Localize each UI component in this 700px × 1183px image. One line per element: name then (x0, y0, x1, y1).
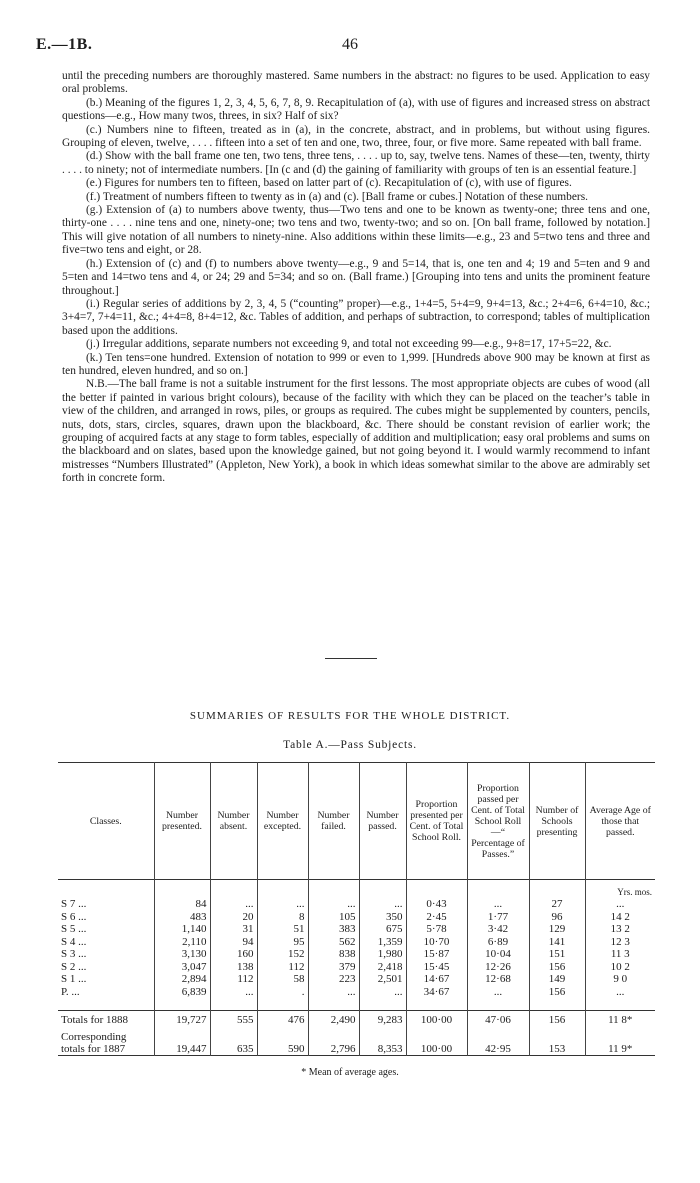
table-cell: 94 (210, 936, 257, 949)
table-cell: 149 (529, 973, 585, 986)
table-cell: 0·43 (406, 898, 467, 911)
units-row (58, 880, 655, 899)
table-cell: 476 (257, 1011, 308, 1030)
table-cell: 112 (210, 973, 257, 986)
row-label: S 5 ... (61, 923, 87, 935)
table-cell: 562 (308, 936, 359, 949)
paragraph: (d.) Show with the ball frame one ten, two tens, three tens, . . . . up to, say, twelve tens. Names of these—ten, twenty, thirty . . . . to ninety; not of intermediate numbers. [In (c and (d) the gaining of familiarity with groups of ten is an essential feature.] (62, 150, 650, 176)
table-cell: 5·78 (406, 923, 467, 936)
row-label: S 2 ... (61, 960, 87, 973)
section-divider (325, 658, 377, 659)
column-header: Classes. (89, 815, 122, 827)
spacer-row (58, 998, 655, 1011)
row-label: Corresponding totals for 1887 (61, 1031, 127, 1055)
table-cell: 675 (359, 923, 406, 936)
paragraph: (h.) Extension of (c) and (f) to numbers above twenty—e.g., 9 and 5=14, that is, one ten and 4; 19 and 5=ten and 9 and 5=ten and 14=two tens and 4, or 24; 29 and 5=34; and so on. (Ball frame.) [Grouping into tens and units the prominent feature throughout.] (62, 257, 650, 297)
table-cell: 2·45 (406, 911, 467, 924)
table-header-row (58, 763, 655, 880)
row-label: S 4 ... (61, 935, 87, 948)
table-cell: 2,501 (359, 973, 406, 986)
table-cell: 6·89 (467, 936, 529, 949)
table-cell: 3,047 (154, 961, 210, 974)
table-cell: 51 (257, 923, 308, 936)
table-cell: 10 2 (585, 961, 655, 974)
body-text (62, 70, 650, 486)
age-units: Yrs. mos. (585, 880, 655, 899)
table-cell: 153 (529, 1029, 585, 1056)
row-label: S 3 ... (61, 948, 87, 960)
column-header: Number presented. (154, 763, 210, 880)
table-cell: 10·70 (406, 936, 467, 949)
column-header: Number of Schools presenting (529, 763, 585, 880)
table-row (58, 923, 655, 936)
table-row (58, 986, 655, 999)
table-cell: 151 (529, 948, 585, 961)
section-title: SUMMARIES OF RESULTS FOR THE WHOLE DISTRICT. (189, 710, 511, 722)
table-cell: ... (585, 898, 655, 911)
table-cell: 1·77 (467, 911, 529, 924)
table-cell: 1,140 (154, 923, 210, 936)
paragraph: until the preceding numbers are thoroughly mastered. Same numbers in the abstract: no figures to be used. Application to easy oral problems. (62, 70, 650, 96)
table-cell: 27 (529, 898, 585, 911)
table-row (58, 911, 655, 924)
table-cell: 2,418 (359, 961, 406, 974)
column-header: Number failed. (308, 763, 359, 880)
table-cell: 20 (210, 911, 257, 924)
table-cell: 2,110 (154, 936, 210, 949)
table-row (58, 973, 655, 986)
results-table (58, 762, 655, 1056)
column-header: Number passed. (359, 763, 406, 880)
table-row (58, 936, 655, 949)
paragraph: (k.) Ten tens=one hundred. Extension of notation to 999 or even to 1,999. [Hundreds above 900 may be known at first as ten hundred, eleven hundred, and so on.] (62, 351, 650, 377)
page-number: 46 (342, 36, 358, 53)
row-label: S 6 ... (61, 910, 87, 923)
table-cell: 160 (210, 948, 257, 961)
row-label: S 7 ... (61, 898, 87, 910)
table-cell: 112 (257, 961, 308, 974)
table-cell: 100·00 (406, 1029, 467, 1056)
table-cell: 152 (257, 948, 308, 961)
table-row (58, 948, 655, 961)
paragraph: (j.) Irregular additions, separate numbers not exceeding 9, and total not exceeding 99—e.g., 9+8=17, 17+5=22, &c. (86, 338, 612, 351)
page-header (36, 36, 664, 58)
table-cell: 11 3 (585, 948, 655, 961)
table-cell: 383 (308, 923, 359, 936)
table-cell: 379 (308, 961, 359, 974)
table-cell: 8,353 (359, 1029, 406, 1056)
document-code: E.—1B. (36, 36, 93, 53)
table-cell: 105 (308, 911, 359, 924)
paragraph: (e.) Figures for numbers ten to fifteen, based on latter part of (c). Recapitulation of (c), with use of figures. (86, 177, 572, 190)
column-header: Average Age of those that passed. (585, 763, 655, 880)
nb-paragraph: N.B.—The ball frame is not a suitable instrument for the first lessons. The most appropriate objects are cubes of wood (all the better if painted in various bright colours), because of the facility with which they can be placed on the teacher’s table in view of the children, and arranged in rows, piles, or groups as required. The cubes might be supplemented by counters, pencils, nuts, dots, stars, circles, squares, drawn upon the blackboard, &c. There should be constant revision of earlier work; the grouping of acquired facts at any stage to form tables, especially of addition and multiplication; easy oral problems and sums on the blackboard and on slates, based upon the knowledge gained, but not going beyond it. I would warmly recommend to infant mistresses “Numbers Illustrated” (Appleton, New York), a book in which ideas somewhat similar to the above are admirably set forth in concrete form. (62, 378, 650, 485)
table-cell: 156 (529, 961, 585, 974)
column-header: Number absent. (210, 763, 257, 880)
table-cell: ... (585, 986, 655, 999)
table-cell: 47·06 (467, 1011, 529, 1030)
table-cell: 590 (257, 1029, 308, 1056)
table-cell: 223 (308, 973, 359, 986)
table-cell: ... (210, 986, 257, 999)
table-cell: 838 (308, 948, 359, 961)
totals-row (58, 1029, 655, 1056)
table-cell: 15·45 (406, 961, 467, 974)
table-cell: 14·67 (406, 973, 467, 986)
table-cell: 483 (154, 911, 210, 924)
table-cell: 9,283 (359, 1011, 406, 1030)
table-cell: 350 (359, 911, 406, 924)
table-cell: 10·04 (467, 948, 529, 961)
row-label: S 1 ... (61, 973, 87, 985)
table-cell: 12 3 (585, 936, 655, 949)
column-header: Proportion passed per Cent. of Total School Roll —“ Percentage of Passes.” (467, 763, 529, 880)
table-cell: 8 (257, 911, 308, 924)
table-cell: 129 (529, 923, 585, 936)
table-cell: 42·95 (467, 1029, 529, 1056)
table-cell: 156 (529, 986, 585, 999)
paragraph: (i.) Regular series of additions by 2, 3, 4, 5 (“counting” proper)—e.g., 1+4=5, 5+4=9, 9+4=13, &c.; 2+4=6, 6+4=10, &c.; 3+4=7, 7+4=11, &c.; 4+4=8, 8+4=12, &c. Tables of addition, and perhaps of subtraction, to correspond; tables of multiplication based upon the additions. (62, 297, 650, 337)
table-cell: 555 (210, 1011, 257, 1030)
table-cell: ... (308, 898, 359, 911)
table-cell: 9 0 (585, 973, 655, 986)
table-cell: 141 (529, 936, 585, 949)
table-cell: 11 8* (585, 1011, 655, 1030)
table-cell: ... (359, 986, 406, 999)
table-row (58, 961, 655, 974)
table-cell: ... (359, 898, 406, 911)
table-cell: ... (257, 898, 308, 911)
table-cell: 12·68 (467, 973, 529, 986)
table-cell: 95 (257, 936, 308, 949)
table-cell: 12·26 (467, 961, 529, 974)
paragraph: (b.) Meaning of the figures 1, 2, 3, 4, 5, 6, 7, 8, 9. Recapitulation of (a), with use of figures and increased stress on abstract questions—e.g., How many twos, threes, in six? Half of six? (62, 96, 650, 123)
table-cell: 15·87 (406, 948, 467, 961)
table-cell: ... (467, 986, 529, 999)
footnote: * Mean of average ages. (301, 1067, 399, 1078)
table-cell: 96 (529, 911, 585, 924)
table-row (58, 898, 655, 911)
table-cell: 34·67 (406, 986, 467, 999)
table-cell: 1,980 (359, 948, 406, 961)
table-cell: ... (467, 898, 529, 911)
table-cell: 2,796 (308, 1029, 359, 1056)
table-cell: 19,727 (154, 1011, 210, 1030)
table-cell: 11 9* (585, 1029, 655, 1056)
paragraph: (c.) Numbers nine to fifteen, treated as in (a), in the concrete, abstract, and in problems, but without using figures. Grouping of eleven, twelve, . . . . fifteen into a set of ten and one, two, three, four, or five more. Same repeated with ball frame. (62, 123, 650, 150)
table-cell: 31 (210, 923, 257, 936)
table-cell: 100·00 (406, 1011, 467, 1030)
table-cell: 84 (154, 898, 210, 911)
table-cell: 3·42 (467, 923, 529, 936)
table-cell: 635 (210, 1029, 257, 1056)
table-caption: Table A.—Pass Subjects. (283, 739, 417, 751)
table-cell: 2,894 (154, 973, 210, 986)
paragraph: (f.) Treatment of numbers fifteen to twenty as in (a) and (c). [Ball frame or cubes.] Notation of these numbers. (86, 190, 588, 203)
table-cell: 19,447 (154, 1029, 210, 1056)
column-header: Number excepted. (257, 763, 308, 880)
row-label: Totals for 1888 (58, 1011, 154, 1030)
table-cell: 1,359 (359, 936, 406, 949)
totals-row (58, 1011, 655, 1030)
table-cell: 3,130 (154, 948, 210, 961)
row-label: P. ... (61, 985, 80, 998)
table-cell: 58 (257, 973, 308, 986)
table-cell: 138 (210, 961, 257, 974)
table-cell: 13 2 (585, 923, 655, 936)
table-cell: 2,490 (308, 1011, 359, 1030)
table-cell: . (257, 986, 308, 999)
table-cell: 156 (529, 1011, 585, 1030)
table-cell: 14 2 (585, 911, 655, 924)
table-cell: 6,839 (154, 986, 210, 999)
paragraph: (g.) Extension of (a) to numbers above twenty, thus—Two tens and one to be known as twenty-one; three tens and one, thirty-one . . . . nine tens and one, ninety-one; two tens and two, twenty-two; and so on. [On ball frame, followed by notation.] This will give notation of all numbers to ninety-nine. Also additions within these limits—e.g., 23 and 5=two tens and three and five=two tens and eight, or 28. (62, 204, 650, 257)
column-header: Proportion presented per Cent. of Total School Roll. (406, 763, 467, 880)
table-cell: ... (308, 986, 359, 999)
table-cell: ... (210, 898, 257, 911)
